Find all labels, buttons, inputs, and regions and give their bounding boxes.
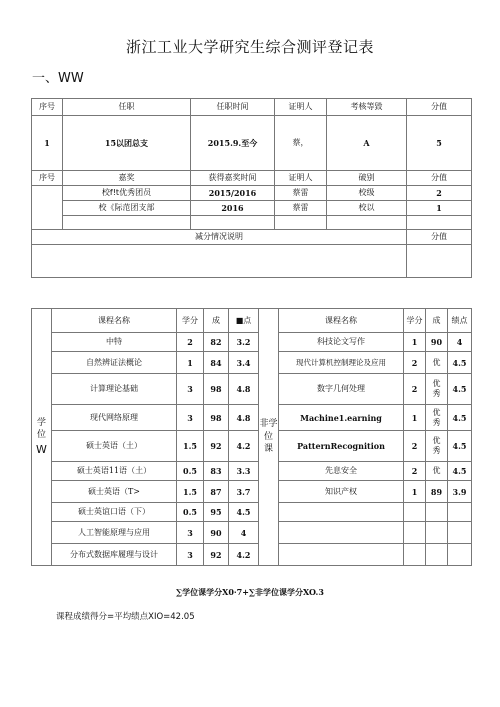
header-course-name: 课程名称 xyxy=(279,309,404,333)
header-cell: 分值 xyxy=(407,99,472,116)
award-name xyxy=(63,216,191,230)
courses-header-row xyxy=(32,309,472,333)
course-grade: 92 xyxy=(204,431,229,462)
course-grade: 90 xyxy=(204,522,229,544)
course-credit: 1.5 xyxy=(177,431,204,462)
header-course-name: 课程名称 xyxy=(52,309,177,333)
course-row xyxy=(32,522,472,544)
awards-header-row xyxy=(32,171,472,186)
award-level xyxy=(327,216,407,230)
course-name: 先息安全 xyxy=(279,462,404,481)
course-points: 3.9 xyxy=(448,481,472,503)
course-credit: 0.5 xyxy=(177,462,204,481)
award-name: 校《际范团支部 xyxy=(63,201,191,216)
course-grade: 98 xyxy=(204,405,229,431)
course-grade: 优秀 xyxy=(426,374,448,405)
duty-certifier: 蔡， xyxy=(275,116,327,171)
header-cell: 分值 xyxy=(407,171,472,186)
course-points: 4.2 xyxy=(229,431,259,462)
course-points: 4.8 xyxy=(229,405,259,431)
course-row xyxy=(32,374,472,405)
course-grade: 98 xyxy=(204,374,229,405)
course-name: 人工智能原理与应用 xyxy=(52,522,177,544)
header-cell: 证明人 xyxy=(275,171,327,186)
course-credit: 1.5 xyxy=(177,481,204,503)
duty-row xyxy=(32,116,472,171)
award-score xyxy=(407,216,472,230)
duty-score: 5 xyxy=(407,116,472,171)
course-credit: 2 xyxy=(404,431,426,462)
course-credit xyxy=(404,503,426,522)
page-title: 浙江工业大学研究生综合测评登记表 xyxy=(125,38,374,56)
course-credit xyxy=(404,522,426,544)
award-certifier xyxy=(275,216,327,230)
duty-period: 2015.9.至今 xyxy=(191,116,275,171)
course-grade: 优秀 xyxy=(426,431,448,462)
course-name: 计算理论基础 xyxy=(52,374,177,405)
course-credit: 2 xyxy=(404,374,426,405)
award-time: 2015/2016 xyxy=(191,186,275,201)
duty-grade: A xyxy=(327,116,407,171)
course-points: 3.7 xyxy=(229,481,259,503)
label-line: 非学 xyxy=(259,419,278,430)
course-name: 自然辨证法概论 xyxy=(52,352,177,374)
duties-awards-table xyxy=(31,98,472,278)
course-name: 分布式数据库履理与设计 xyxy=(52,544,177,566)
deduction-label: 减分情况说明 xyxy=(32,230,407,245)
course-row xyxy=(32,431,472,462)
course-credit: 0.5 xyxy=(177,503,204,522)
duties-header-row xyxy=(32,99,472,116)
course-grade: 95 xyxy=(204,503,229,522)
course-name xyxy=(279,503,404,522)
header-credit: 学分 xyxy=(404,309,426,333)
course-credit: 3 xyxy=(177,544,204,566)
course-grade: 82 xyxy=(204,333,229,352)
course-name: 硕士英语（T> xyxy=(52,481,177,503)
duty-title: 15以团总支 xyxy=(63,116,191,171)
award-row xyxy=(32,201,472,216)
award-certifier: 蔡雷 xyxy=(275,186,327,201)
course-points: 4 xyxy=(229,522,259,544)
course-row xyxy=(32,333,472,352)
course-grade: 优秀 xyxy=(426,405,448,431)
award-time: 2016 xyxy=(191,201,275,216)
header-cell: 获得嘉奖时间 xyxy=(191,171,275,186)
label-line: 学 xyxy=(36,417,46,428)
header-cell: 任职 xyxy=(63,99,191,116)
award-score: 2 xyxy=(407,186,472,201)
course-grade: 优 xyxy=(426,462,448,481)
course-row xyxy=(32,544,472,566)
header-points: 绩点 xyxy=(448,309,472,333)
course-grade: 92 xyxy=(204,544,229,566)
label-line: 课 xyxy=(263,444,273,455)
course-points xyxy=(448,544,472,566)
course-points: 4.5 xyxy=(448,431,472,462)
header-cell: 序号 xyxy=(32,171,63,186)
award-certifier: 蔡雷 xyxy=(275,201,327,216)
course-name: 数字几何处理 xyxy=(279,374,404,405)
course-grade xyxy=(426,522,448,544)
course-credit: 3 xyxy=(177,374,204,405)
course-credit: 1 xyxy=(404,333,426,352)
course-credit: 1 xyxy=(404,405,426,431)
header-credit: 学分 xyxy=(177,309,204,333)
course-credit: 2 xyxy=(404,462,426,481)
course-name: 硕士英语11语（土） xyxy=(52,462,177,481)
header-points: ■点 xyxy=(229,309,259,333)
label-line: 位 xyxy=(36,430,46,441)
deduction-row xyxy=(32,245,472,278)
award-name: 校f!t优秀团员 xyxy=(63,186,191,201)
course-points: 4.5 xyxy=(448,352,472,374)
course-grade: 84 xyxy=(204,352,229,374)
course-name xyxy=(279,544,404,566)
course-points xyxy=(448,503,472,522)
course-points: 4.2 xyxy=(229,544,259,566)
header-cell: 考核等毀 xyxy=(327,99,407,116)
course-credit: 1 xyxy=(404,481,426,503)
duty-index: 1 xyxy=(32,116,63,171)
nondegree-courses-label xyxy=(259,309,279,566)
course-points: 4.5 xyxy=(229,503,259,522)
course-name: 知识产权 xyxy=(279,481,404,503)
award-score: 1 xyxy=(407,201,472,216)
course-points: 4.8 xyxy=(229,374,259,405)
course-credit: 1 xyxy=(177,352,204,374)
course-credit: 3 xyxy=(177,405,204,431)
course-points: 4.5 xyxy=(448,405,472,431)
course-credit: 2 xyxy=(404,352,426,374)
course-name: 现代网络原理 xyxy=(52,405,177,431)
course-name: 科技论文写作 xyxy=(279,333,404,352)
award-level: 校级 xyxy=(327,186,407,201)
weighted-credit-formula: ∑学位课学分X0·7+∑非学位课学分XO.3 xyxy=(176,587,324,597)
award-row-empty xyxy=(32,216,472,230)
course-grade xyxy=(426,503,448,522)
course-points: 3.2 xyxy=(229,333,259,352)
course-grade: 90 xyxy=(426,333,448,352)
course-points xyxy=(448,522,472,544)
course-points: 4 xyxy=(448,333,472,352)
courses-table xyxy=(31,308,472,566)
course-grade xyxy=(426,544,448,566)
course-name: 现代计算机控制理论及应用 xyxy=(279,352,404,374)
header-cell: 证明人 xyxy=(275,99,327,116)
label-line: 位 xyxy=(263,431,273,442)
course-grade: 87 xyxy=(204,481,229,503)
course-credit: 2 xyxy=(177,333,204,352)
course-grade: 优 xyxy=(426,352,448,374)
award-level: 校以 xyxy=(327,201,407,216)
header-grade: 成 xyxy=(204,309,229,333)
course-grade: 89 xyxy=(426,481,448,503)
header-grade: 成 xyxy=(426,309,448,333)
deduction-score-header: 分值 xyxy=(407,230,472,245)
course-name: 硕士英语（土） xyxy=(52,431,177,462)
course-credit xyxy=(404,544,426,566)
course-name xyxy=(279,522,404,544)
course-name: PatternRecognition xyxy=(279,431,404,462)
header-cell: 嘉奖 xyxy=(63,171,191,186)
course-row xyxy=(32,405,472,431)
course-row xyxy=(32,481,472,503)
course-row xyxy=(32,462,472,481)
award-time xyxy=(191,216,275,230)
award-row xyxy=(32,186,472,201)
course-name: Machine1.earning xyxy=(279,405,404,431)
award-index xyxy=(32,186,63,230)
section-heading: 一、WW xyxy=(32,71,84,86)
course-credit: 3 xyxy=(177,522,204,544)
header-cell: 序号 xyxy=(32,99,63,116)
course-points: 4.5 xyxy=(448,374,472,405)
degree-courses-label xyxy=(32,309,52,566)
course-points: 3.4 xyxy=(229,352,259,374)
deduction-score xyxy=(407,245,472,278)
course-score-formula: 课程成绩得分=平均绩点XIO=42.05 xyxy=(56,612,195,622)
course-row xyxy=(32,352,472,374)
course-name: 中特 xyxy=(52,333,177,352)
course-points: 4.5 xyxy=(448,462,472,481)
header-cell: 破别 xyxy=(327,171,407,186)
deduction-description xyxy=(32,245,407,278)
label-line: W xyxy=(36,442,47,456)
course-grade: 83 xyxy=(204,462,229,481)
header-cell: 任职时间 xyxy=(191,99,275,116)
deduction-header-row xyxy=(32,230,472,245)
course-name: 硕士英谊口语（下） xyxy=(52,503,177,522)
course-points: 3.3 xyxy=(229,462,259,481)
course-row xyxy=(32,503,472,522)
